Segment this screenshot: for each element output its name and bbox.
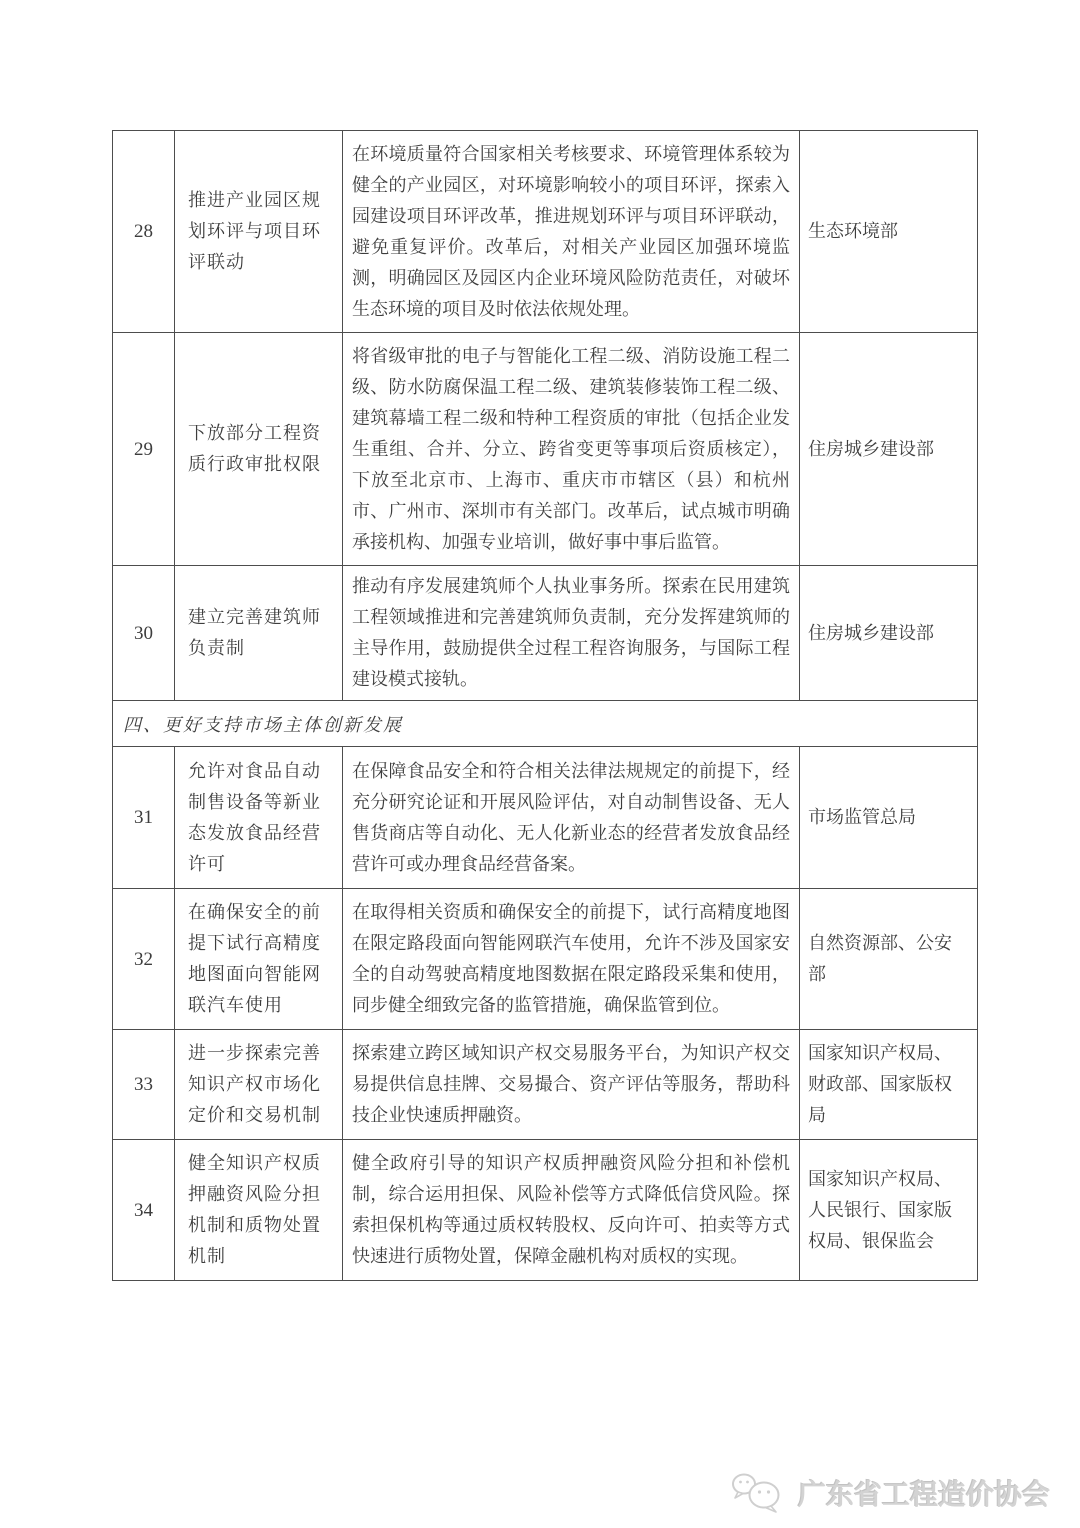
task-cell: [175, 889, 343, 1029]
row-number: 33: [113, 1030, 175, 1139]
detail-text: 推动有序发展建筑师个人执业事务所。探索在民用建筑工程领域推进和完善建筑师负责制，充分发挥建筑师的主导作用，鼓励提供全过程工程咨询服务，与国际工程建设模式接轨。: [352, 576, 790, 689]
table-row: [113, 131, 978, 333]
detail-text: 探索建立跨区域知识产权交易服务平台，为知识产权交易提供信息挂牌、交易撮合、资产评估等服务，帮助科技企业快速质押融资。: [352, 1043, 790, 1125]
table-row: [113, 1030, 978, 1140]
detail-text: 在保障食品安全和符合相关法律法规规定的前提下，经充分研究论证和开展风险评估，对自动制售设备、无人售货商店等自动化、无人化新业态的经营者发放食品经营许可或办理食品经营备案。: [352, 760, 790, 874]
detail-cell: [343, 889, 800, 1029]
detail-cell: [343, 1030, 800, 1139]
watermark-footer: [730, 1468, 1050, 1518]
task-cell: [175, 747, 343, 888]
department-cell: [800, 566, 978, 700]
task-text: 推进产业园区规划环评与项目环评联动: [188, 190, 321, 272]
brand-text: 广东省工程造价协会: [797, 1479, 1050, 1510]
section-header-row: [113, 701, 978, 747]
department-cell: [800, 131, 978, 332]
task-cell: [175, 566, 343, 700]
department-text: 自然资源部、公安部: [808, 933, 952, 984]
section-header-text: 四、更好支持市场主体创新发展: [123, 714, 403, 735]
department-cell: [800, 1140, 978, 1280]
detail-text: 在环境质量符合国家相关考核要求、环境管理体系较为健全的产业园区，对环境影响较小的项目环评，探索入园建设项目环评改革，推进规划环评与项目环评联动，避免重复评价。改革后，对相关产业园区加强环境监测，明确园区及园区内企业环境风险防范责任，对破坏生态环境的项目及时依法依规处理。: [352, 143, 790, 319]
row-number: 29: [113, 333, 175, 565]
table-row: [113, 1140, 978, 1281]
department-text: 国家知识产权局、人民银行、国家版权局、银保监会: [808, 1168, 952, 1251]
row-number: 32: [113, 889, 175, 1029]
detail-text: 在取得相关资质和确保安全的前提下，试行高精度地图在限定路段面向智能网联汽车使用，允许不涉及国家安全的自动驾驶高精度地图数据在限定路段采集和使用，同步健全细致完备的监管措施，确保监管到位。: [352, 902, 790, 1015]
wechat-icon: [730, 1471, 792, 1515]
detail-text: 健全政府引导的知识产权质押融资风险分担和补偿机制，综合运用担保、风险补偿等方式降低信贷风险。探索担保机构等通过质权转股权、反向许可、拍卖等方式快速进行质物处置，保障金融机构对质权的实现。: [352, 1153, 790, 1266]
row-number: 34: [113, 1140, 175, 1280]
detail-cell: [343, 1140, 800, 1280]
department-text: 生态环境部: [808, 221, 898, 241]
task-text: 进一步探索完善知识产权市场化定价和交易机制: [188, 1043, 321, 1125]
row-number: 31: [113, 747, 175, 888]
table-row: [113, 889, 978, 1030]
department-cell: [800, 889, 978, 1029]
task-text: 下放部分工程资质行政审批权限: [188, 423, 321, 474]
task-text: 建立完善建筑师负责制: [188, 607, 321, 658]
department-text: 市场监管总局: [808, 807, 916, 827]
detail-cell: [343, 333, 800, 565]
task-cell: [175, 1030, 343, 1139]
task-cell: [175, 131, 343, 332]
policy-table: [112, 130, 978, 1281]
department-cell: [800, 333, 978, 565]
detail-cell: [343, 747, 800, 888]
table-row: [113, 333, 978, 566]
department-text: 住房城乡建设部: [808, 622, 934, 643]
department-cell: [800, 747, 978, 888]
task-cell: [175, 1140, 343, 1280]
task-cell: [175, 333, 343, 565]
detail-text: 将省级审批的电子与智能化工程二级、消防设施工程二级、防水防腐保温工程二级、建筑装修装饰工程二级、建筑幕墙工程二级和特种工程资质的审批（包括企业发生重组、合并、分立、跨省变更等事项后资质核定），下放至北京市、上海市、重庆市市辖区（县）和杭州市、广州市、深圳市有关部门。改革后，试点城市明确承接机构、加强专业培训，做好事中事后监管。: [352, 345, 790, 552]
task-text: 在确保安全的前提下试行高精度地图面向智能网联汽车使用: [188, 902, 321, 1015]
row-number: 28: [113, 131, 175, 332]
detail-cell: [343, 131, 800, 332]
task-text: 健全知识产权质押融资风险分担机制和质物处置机制: [188, 1153, 321, 1266]
table-row: [113, 566, 978, 701]
table-row: [113, 747, 978, 889]
department-text: 国家知识产权局、财政部、国家版权局: [808, 1043, 952, 1125]
department-text: 住房城乡建设部: [808, 438, 934, 459]
row-number: 30: [113, 566, 175, 700]
detail-cell: [343, 566, 800, 700]
task-text: 允许对食品自动制售设备等新业态发放食品经营许可: [188, 760, 321, 874]
department-cell: [800, 1030, 978, 1139]
